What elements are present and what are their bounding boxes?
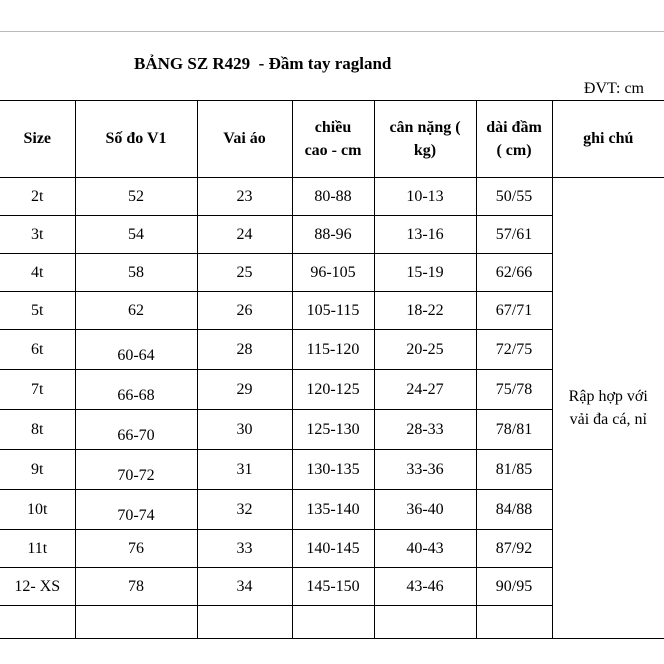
cell-chieu-cao: 130-135 (292, 450, 374, 490)
cell-empty (0, 606, 75, 639)
cell-dai-dam: 78/81 (476, 410, 552, 450)
cell-vai: 34 (197, 568, 292, 606)
title-row (0, 31, 664, 100)
cell-size: 8t (0, 410, 75, 450)
cell-size: 2t (0, 178, 75, 216)
cell-chieu-cao: 120-125 (292, 370, 374, 410)
cell-chieu-cao: 105-115 (292, 292, 374, 330)
cell-so-do: 60-64 (75, 330, 197, 370)
header-vai-ao: Vai áo (197, 101, 292, 178)
header-ghi-chu: ghi chú (552, 101, 664, 178)
cell-dai-dam: 90/95 (476, 568, 552, 606)
cell-can-nang: 40-43 (374, 530, 476, 568)
cell-vai: 25 (197, 254, 292, 292)
cell-chieu-cao: 145-150 (292, 568, 374, 606)
cell-chieu-cao: 88-96 (292, 216, 374, 254)
cell-empty (197, 606, 292, 639)
cell-so-do: 62 (75, 292, 197, 330)
header-row (0, 101, 664, 178)
cell-empty (75, 606, 197, 639)
header-so-do-v1: Số đo V1 (75, 101, 197, 178)
cell-can-nang: 43-46 (374, 568, 476, 606)
cell-size: 9t (0, 450, 75, 490)
cell-size: 6t (0, 330, 75, 370)
cell-empty (476, 606, 552, 639)
cell-so-do: 70-74 (75, 490, 197, 530)
cell-ghi-chu-note: Rập hợp với vải đa cá, nỉ (552, 178, 664, 639)
cell-chieu-cao: 80-88 (292, 178, 374, 216)
cell-dai-dam: 87/92 (476, 530, 552, 568)
cell-can-nang: 33-36 (374, 450, 476, 490)
cell-vai: 29 (197, 370, 292, 410)
cell-vai: 23 (197, 178, 292, 216)
cell-vai: 32 (197, 490, 292, 530)
header-size: Size (0, 101, 75, 178)
cell-can-nang: 18-22 (374, 292, 476, 330)
cell-vai: 31 (197, 450, 292, 490)
cell-dai-dam: 62/66 (476, 254, 552, 292)
header-dai-dam: dài đầm ( cm) (476, 101, 552, 178)
cell-dai-dam: 50/55 (476, 178, 552, 216)
cell-empty (292, 606, 374, 639)
cell-so-do: 52 (75, 178, 197, 216)
cell-dai-dam: 57/61 (476, 216, 552, 254)
cell-can-nang: 13-16 (374, 216, 476, 254)
cell-size: 3t (0, 216, 75, 254)
cell-vai: 28 (197, 330, 292, 370)
cell-can-nang: 20-25 (374, 330, 476, 370)
header-chieu-cao: chiều cao - cm (292, 101, 374, 178)
cell-dai-dam: 75/78 (476, 370, 552, 410)
table-row (0, 178, 664, 216)
cell-so-do: 78 (75, 568, 197, 606)
size-table (0, 100, 664, 639)
size-chart-sheet (0, 31, 664, 634)
cell-dai-dam: 84/88 (476, 490, 552, 530)
cell-can-nang: 28-33 (374, 410, 476, 450)
cell-chieu-cao: 140-145 (292, 530, 374, 568)
cell-size: 11t (0, 530, 75, 568)
cell-can-nang: 15-19 (374, 254, 476, 292)
cell-chieu-cao: 125-130 (292, 410, 374, 450)
cell-so-do: 66-68 (75, 370, 197, 410)
cell-chieu-cao: 115-120 (292, 330, 374, 370)
cell-can-nang: 24-27 (374, 370, 476, 410)
cell-so-do: 76 (75, 530, 197, 568)
cell-chieu-cao: 135-140 (292, 490, 374, 530)
cell-size: 12- XS (0, 568, 75, 606)
cell-so-do: 66-70 (75, 410, 197, 450)
unit-label: ĐVT: cm (583, 80, 644, 97)
cell-size: 7t (0, 370, 75, 410)
header-can-nang: cân nặng ( kg) (374, 101, 476, 178)
cell-vai: 30 (197, 410, 292, 450)
cell-so-do: 70-72 (75, 450, 197, 490)
cell-can-nang: 10-13 (374, 178, 476, 216)
cell-vai: 33 (197, 530, 292, 568)
cell-can-nang: 36-40 (374, 490, 476, 530)
cell-so-do: 54 (75, 216, 197, 254)
cell-empty (374, 606, 476, 639)
cell-so-do: 58 (75, 254, 197, 292)
cell-vai: 24 (197, 216, 292, 254)
cell-size: 10t (0, 490, 75, 530)
cell-dai-dam: 67/71 (476, 292, 552, 330)
cell-size: 5t (0, 292, 75, 330)
cell-dai-dam: 81/85 (476, 450, 552, 490)
cell-dai-dam: 72/75 (476, 330, 552, 370)
cell-vai: 26 (197, 292, 292, 330)
chart-title: BẢNG SZ R429 - Đầm tay ragland (134, 54, 392, 73)
cell-chieu-cao: 96-105 (292, 254, 374, 292)
cell-size: 4t (0, 254, 75, 292)
